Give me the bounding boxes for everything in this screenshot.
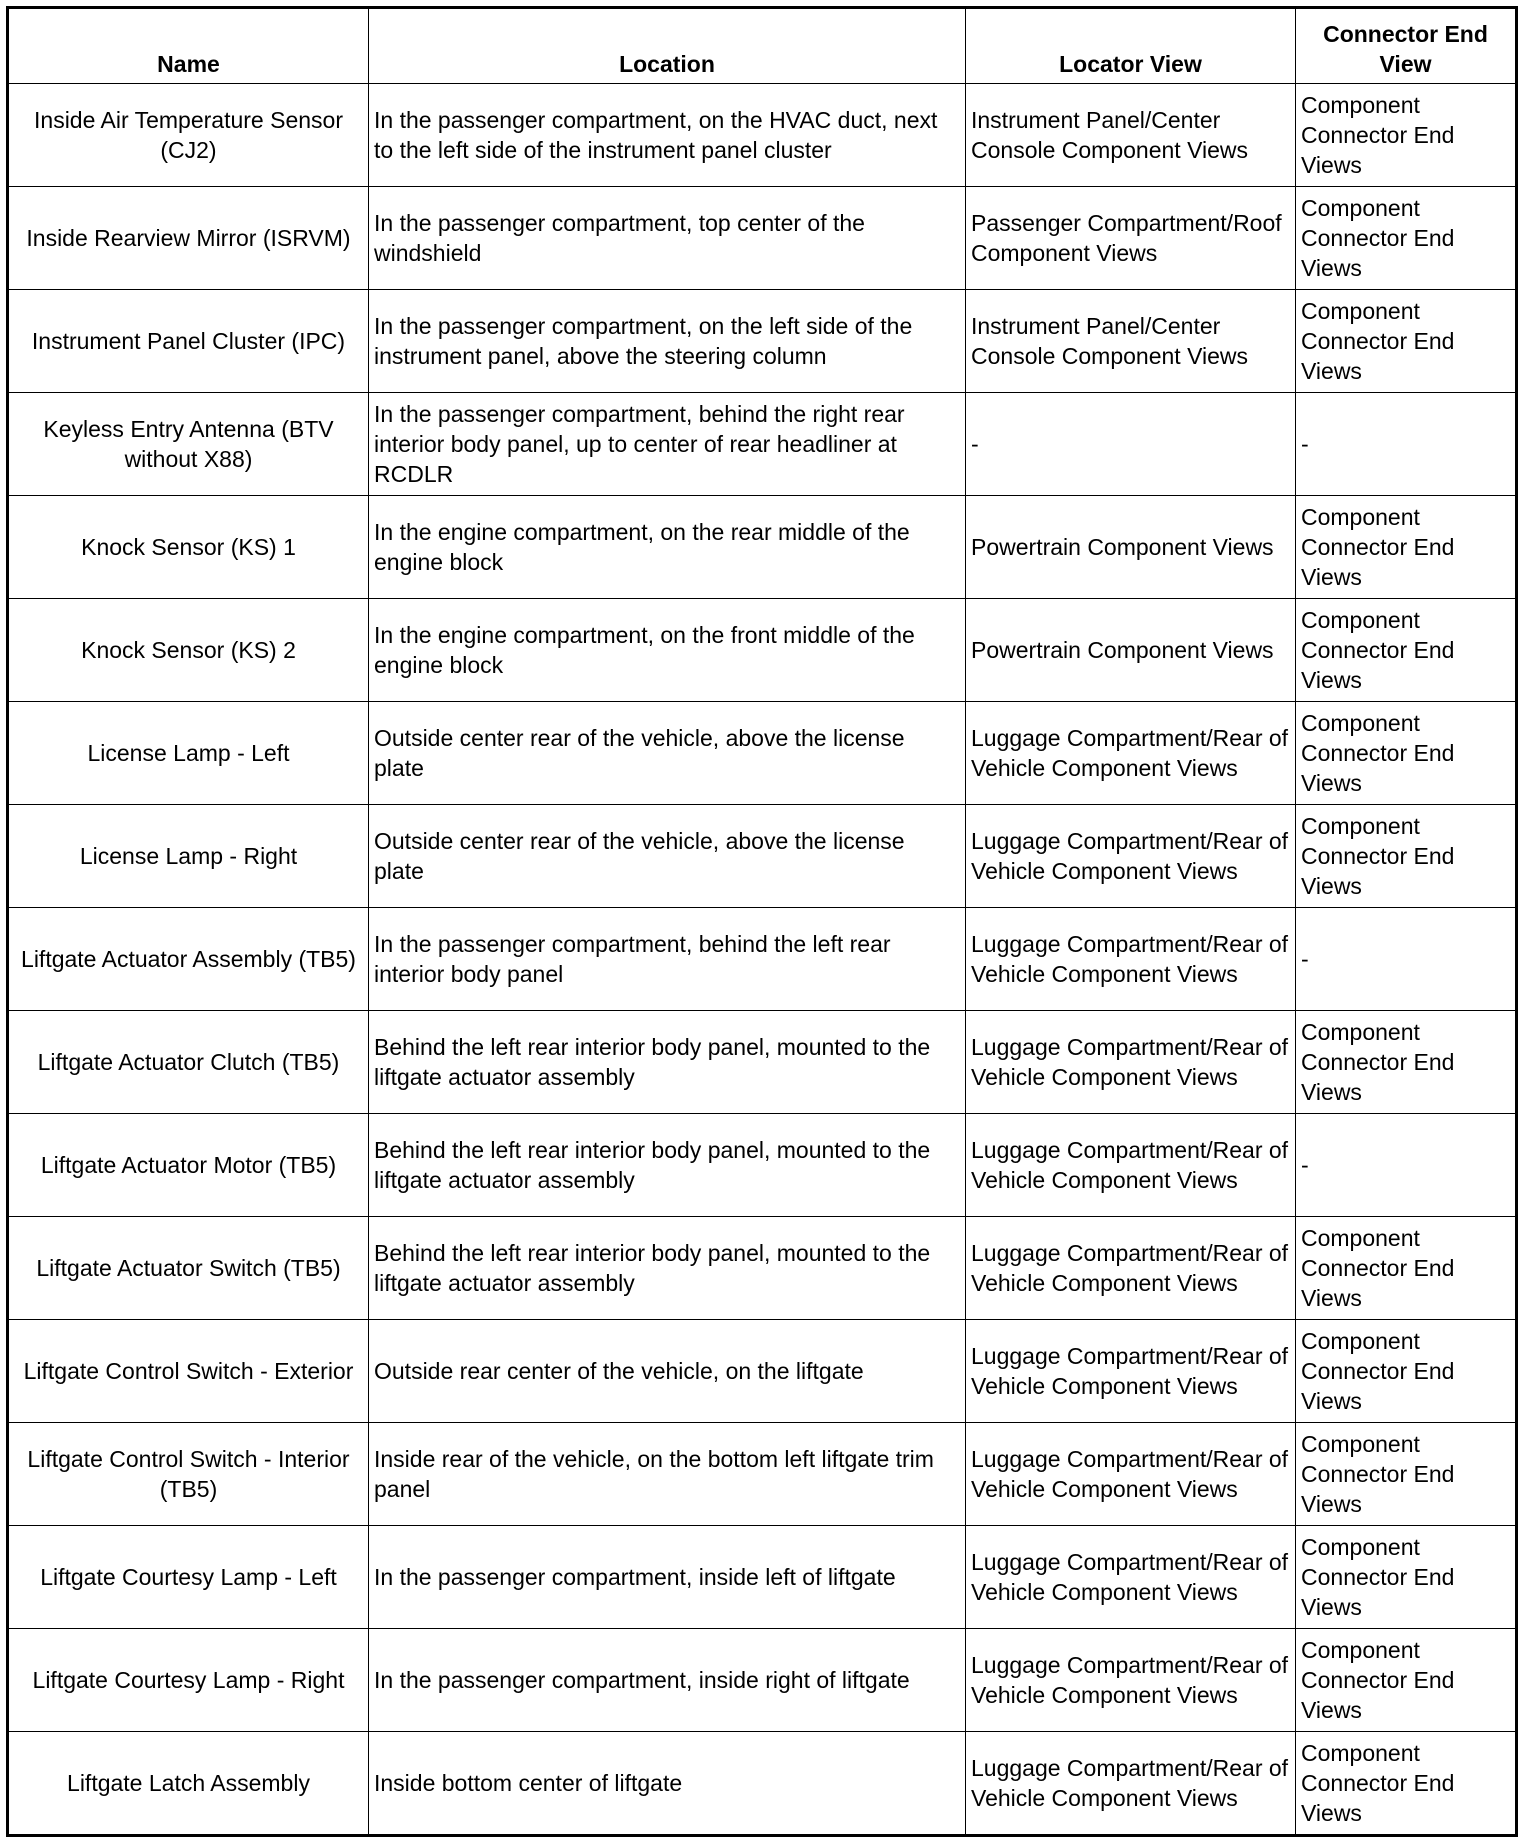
cell-name: Liftgate Actuator Assembly (TB5) [8,908,369,1011]
cell-location: In the passenger compartment, on the left side of the instrument panel, above the steering column [369,290,966,393]
cell-name: Inside Air Temperature Sensor (CJ2) [8,84,369,187]
cell-name: Liftgate Latch Assembly [8,1732,369,1836]
cell-name: Inside Rearview Mirror (ISRVM) [8,187,369,290]
table-row [8,1320,1517,1423]
cell-name: Liftgate Control Switch - Exterior [8,1320,369,1423]
table-row [8,393,1517,496]
cell-locator-view: Luggage Compartment/Rear of Vehicle Component Views [966,1011,1296,1114]
header-name: Name [8,8,369,84]
table-row [8,702,1517,805]
cell-locator-view: Luggage Compartment/Rear of Vehicle Component Views [966,702,1296,805]
cell-locator-view: Powertrain Component Views [966,496,1296,599]
table-row [8,599,1517,702]
table-row [8,290,1517,393]
cell-location: In the passenger compartment, behind the right rear interior body panel, up to center of rear headliner at RCDLR [369,393,966,496]
header-locator-view: Locator View [966,8,1296,84]
cell-locator-view: Luggage Compartment/Rear of Vehicle Component Views [966,1217,1296,1320]
table-row [8,84,1517,187]
cell-location: In the passenger compartment, inside left of liftgate [369,1526,966,1629]
table-row [8,1732,1517,1836]
header-connector-end-view: Connector End View [1296,8,1517,84]
cell-name: License Lamp - Left [8,702,369,805]
cell-location: Outside center rear of the vehicle, above the license plate [369,805,966,908]
table-row [8,1526,1517,1629]
cell-connector-end-view: Component Connector End Views [1296,187,1517,290]
cell-name: Liftgate Courtesy Lamp - Right [8,1629,369,1732]
cell-locator-view: Instrument Panel/Center Console Component Views [966,84,1296,187]
cell-name: Knock Sensor (KS) 1 [8,496,369,599]
table-row [8,1629,1517,1732]
cell-location: Inside bottom center of liftgate [369,1732,966,1836]
cell-location: Behind the left rear interior body panel, mounted to the liftgate actuator assembly [369,1114,966,1217]
cell-locator-view: Luggage Compartment/Rear of Vehicle Component Views [966,1732,1296,1836]
cell-name: Liftgate Actuator Switch (TB5) [8,1217,369,1320]
cell-locator-view: Luggage Compartment/Rear of Vehicle Component Views [966,1629,1296,1732]
cell-locator-view: Luggage Compartment/Rear of Vehicle Component Views [966,1423,1296,1526]
cell-name: Keyless Entry Antenna (BTV without X88) [8,393,369,496]
cell-locator-view: Powertrain Component Views [966,599,1296,702]
cell-location: In the passenger compartment, inside right of liftgate [369,1629,966,1732]
cell-name: Liftgate Control Switch - Interior (TB5) [8,1423,369,1526]
cell-connector-end-view: Component Connector End Views [1296,496,1517,599]
cell-location: Behind the left rear interior body panel, mounted to the liftgate actuator assembly [369,1011,966,1114]
cell-connector-end-view: - [1296,1114,1517,1217]
cell-name: Liftgate Actuator Motor (TB5) [8,1114,369,1217]
cell-connector-end-view: Component Connector End Views [1296,1526,1517,1629]
cell-connector-end-view: Component Connector End Views [1296,805,1517,908]
cell-connector-end-view: Component Connector End Views [1296,1423,1517,1526]
cell-location: In the passenger compartment, behind the left rear interior body panel [369,908,966,1011]
header-location: Location [369,8,966,84]
cell-connector-end-view: Component Connector End Views [1296,1629,1517,1732]
cell-connector-end-view: Component Connector End Views [1296,702,1517,805]
table-row [8,1114,1517,1217]
table-row [8,496,1517,599]
cell-name: License Lamp - Right [8,805,369,908]
table-row [8,1217,1517,1320]
cell-connector-end-view: Component Connector End Views [1296,84,1517,187]
component-locator-table [6,6,1518,1837]
cell-connector-end-view: Component Connector End Views [1296,599,1517,702]
cell-locator-view: Luggage Compartment/Rear of Vehicle Component Views [966,1526,1296,1629]
cell-connector-end-view: Component Connector End Views [1296,1320,1517,1423]
cell-location: In the engine compartment, on the rear middle of the engine block [369,496,966,599]
table-row [8,805,1517,908]
cell-connector-end-view: Component Connector End Views [1296,290,1517,393]
cell-name: Instrument Panel Cluster (IPC) [8,290,369,393]
table-row [8,1011,1517,1114]
cell-locator-view: Luggage Compartment/Rear of Vehicle Component Views [966,805,1296,908]
table-row [8,908,1517,1011]
cell-locator-view: Instrument Panel/Center Console Component Views [966,290,1296,393]
cell-name: Liftgate Courtesy Lamp - Left [8,1526,369,1629]
cell-name: Liftgate Actuator Clutch (TB5) [8,1011,369,1114]
cell-connector-end-view: Component Connector End Views [1296,1732,1517,1836]
cell-location: Behind the left rear interior body panel, mounted to the liftgate actuator assembly [369,1217,966,1320]
cell-name: Knock Sensor (KS) 2 [8,599,369,702]
cell-location: In the engine compartment, on the front middle of the engine block [369,599,966,702]
cell-location: Outside rear center of the vehicle, on the liftgate [369,1320,966,1423]
cell-connector-end-view: Component Connector End Views [1296,1011,1517,1114]
cell-connector-end-view: Component Connector End Views [1296,1217,1517,1320]
cell-connector-end-view: - [1296,393,1517,496]
cell-location: Outside center rear of the vehicle, above the license plate [369,702,966,805]
cell-connector-end-view: - [1296,908,1517,1011]
cell-locator-view: Luggage Compartment/Rear of Vehicle Component Views [966,1114,1296,1217]
cell-locator-view: Luggage Compartment/Rear of Vehicle Component Views [966,1320,1296,1423]
component-locator-table-container [6,6,1518,1837]
cell-location: In the passenger compartment, top center of the windshield [369,187,966,290]
table-row [8,1423,1517,1526]
cell-locator-view: Passenger Compartment/Roof Component Views [966,187,1296,290]
cell-locator-view: Luggage Compartment/Rear of Vehicle Component Views [966,908,1296,1011]
table-header-row [8,8,1517,84]
cell-locator-view: - [966,393,1296,496]
table-row [8,187,1517,290]
cell-location: In the passenger compartment, on the HVAC duct, next to the left side of the instrument panel cluster [369,84,966,187]
cell-location: Inside rear of the vehicle, on the bottom left liftgate trim panel [369,1423,966,1526]
